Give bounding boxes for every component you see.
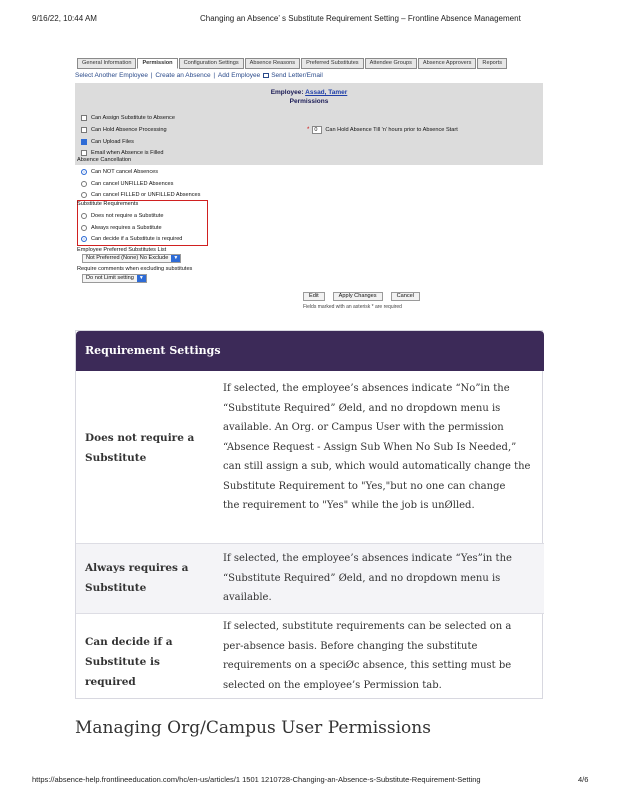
envelope-icon	[263, 73, 269, 78]
description-line: If selected, the employee’s absences indicate “Yes”in the	[223, 553, 512, 564]
requirement-settings-table	[75, 330, 543, 699]
apply-changes-button[interactable]: Apply Changes	[333, 292, 383, 301]
table-row	[76, 371, 544, 543]
description-line: available.	[223, 592, 272, 603]
description-line: per-absence basis. Before changing the substitute	[223, 640, 478, 652]
tab-general-information[interactable]: General Information	[77, 58, 136, 69]
form-buttons	[303, 292, 420, 301]
setting-description	[223, 549, 535, 608]
tab-permission[interactable]: Permission	[137, 58, 177, 69]
preferred-list-select[interactable]	[82, 254, 181, 263]
radio-selected[interactable]	[81, 169, 87, 175]
option-email-when-filled[interactable]	[81, 148, 163, 157]
link-separator: |	[211, 72, 217, 79]
hold-hours-input[interactable]: 0	[312, 126, 322, 134]
absence-cancellation-label: Absence Cancellation	[77, 157, 132, 163]
cancel-option-filled-unfilled[interactable]	[81, 190, 200, 199]
add-employee-link[interactable]: Add Employee	[217, 72, 261, 79]
description-line: Substitute Requirement to "Yes,"but no one can change	[223, 480, 506, 492]
table-row	[76, 614, 544, 699]
select-value: Not Preferred (None) No Exclude	[86, 255, 169, 261]
option-hold-absence[interactable]	[81, 125, 167, 134]
print-header	[0, 14, 619, 26]
action-links	[75, 72, 324, 79]
send-letter-email-link[interactable]: Send Letter/Email	[271, 72, 323, 79]
preferred-list-label: Employee Preferred Substitutes List	[77, 247, 167, 253]
option-label: Always requires a Substitute	[91, 224, 162, 231]
employee-label: Employee:	[270, 89, 304, 96]
link-separator: |	[149, 72, 155, 79]
option-label: Email when Absence is Filled	[91, 149, 164, 156]
chevron-down-icon: ▼	[137, 275, 146, 282]
section-heading: Managing Org/Campus User Permissions	[75, 718, 431, 738]
print-url: https://absence-help.frontlineeducation.com/hc/en-us/articles/1 1501 1210728-Changing-an-Absence-s-Substitute-Requirement-Setting	[32, 775, 481, 784]
cancel-button[interactable]: Cancel	[391, 292, 420, 301]
print-date: 9/16/22, 10:44 AM	[32, 14, 97, 23]
tab-reports[interactable]: Reports	[477, 58, 507, 69]
cancel-option-not[interactable]	[81, 167, 158, 176]
permissions-screenshot	[75, 58, 543, 316]
hold-hours-label: Can Hold Absence Till 'n' hours prior to Absence Start	[325, 127, 458, 133]
tab-attendee-groups[interactable]: Attendee Groups	[365, 58, 417, 69]
description-line: If selected, substitute requirements can be selected on a	[223, 621, 512, 632]
required-fields-note: Fields marked with an asterisk * are required	[303, 304, 402, 310]
option-label: Can cancel FILLED or UNFILLED Absences	[91, 191, 201, 198]
option-upload-files[interactable]	[81, 137, 134, 146]
substitute-requirements-label: Substitute Requirements	[77, 201, 139, 207]
setting-name: Does not require a Substitute	[85, 432, 195, 464]
radio-selected[interactable]	[81, 236, 87, 242]
require-comments-label: Require comments when excluding substitutes	[77, 266, 193, 272]
option-assign-substitute[interactable]	[81, 113, 175, 122]
chevron-down-icon: ▼	[171, 255, 180, 262]
select-value: Do not Limit setting	[86, 275, 134, 281]
employee-name-link[interactable]: Assad, Tamer	[305, 89, 348, 96]
description-line: selected on the employee’s Permission tab.	[223, 679, 442, 691]
radio[interactable]	[81, 181, 87, 187]
print-page-number: 4/6	[578, 775, 589, 784]
required-marker: *	[307, 127, 310, 133]
description-line: “Substitute Required” Øeld, and no dropdown menu is	[223, 572, 501, 584]
description-line: requirements on a speciØc absence, this setting must be	[223, 660, 512, 671]
option-label: Can Assign Substitute to Absence	[91, 114, 175, 121]
description-line: “Absence Request - Assign Sub When No Sub Is Needed,”	[223, 441, 517, 453]
table-row	[76, 544, 544, 613]
tab-absence-reasons[interactable]: Absence Reasons	[245, 58, 300, 69]
print-footer	[0, 775, 619, 787]
checkbox[interactable]	[81, 127, 87, 133]
permissions-title: Permissions	[289, 98, 329, 105]
checkbox[interactable]	[81, 115, 87, 121]
sub-option-not-required[interactable]	[81, 211, 163, 220]
sub-option-can-decide[interactable]	[81, 234, 182, 243]
option-label: Can NOT cancel Absences	[91, 168, 159, 175]
require-comments-select[interactable]	[82, 274, 147, 283]
option-label: Does not require a Substitute	[91, 212, 164, 219]
description-line: can still assign a sub, which would automatically change the	[223, 461, 531, 472]
create-absence-link[interactable]: Create an Absence	[155, 72, 211, 79]
radio[interactable]	[81, 192, 87, 198]
employee-tabs	[77, 58, 507, 70]
checkbox-checked[interactable]	[81, 139, 87, 145]
setting-name: Can decide if a Substitute is required	[85, 636, 173, 688]
tab-preferred-substitutes[interactable]: Preferred Substitutes	[301, 58, 364, 69]
option-label: Can cancel UNFILLED Absences	[91, 180, 174, 187]
description-line: If selected, the employee’s absences indicate “No”in the	[223, 383, 510, 394]
setting-description	[223, 379, 535, 516]
description-line: “Substitute Required” Øeld, and no dropdown menu is	[223, 402, 501, 414]
option-label: Can Upload Files	[91, 138, 134, 145]
radio[interactable]	[81, 213, 87, 219]
edit-button[interactable]: Edit	[303, 292, 325, 301]
setting-description	[223, 617, 535, 695]
table-heading: Requirement Settings	[85, 344, 221, 357]
description-line: the requirement to "Yes" while the job is unØlled.	[223, 500, 475, 511]
print-title: Changing an Absence’ s Substitute Requirement Setting – Frontline Absence Management	[200, 14, 521, 23]
radio[interactable]	[81, 225, 87, 231]
option-label: Can decide if a Substitute is required	[91, 235, 183, 242]
setting-name: Always requires a Substitute	[85, 562, 189, 594]
select-another-employee-link[interactable]: Select Another Employee	[75, 72, 148, 79]
tab-absence-approvers[interactable]: Absence Approvers	[418, 58, 477, 69]
sub-option-always[interactable]	[81, 223, 162, 232]
employee-title	[75, 89, 543, 96]
cancel-option-unfilled[interactable]	[81, 179, 173, 188]
table-header	[76, 331, 544, 371]
tab-configuration-settings[interactable]: Configuration Settings	[179, 58, 244, 69]
option-label: Can Hold Absence Processing	[91, 126, 167, 133]
description-line: available. An Org. or Campus User with the permission	[223, 422, 504, 433]
checkbox[interactable]	[81, 150, 87, 156]
hold-hours-row	[307, 126, 458, 134]
